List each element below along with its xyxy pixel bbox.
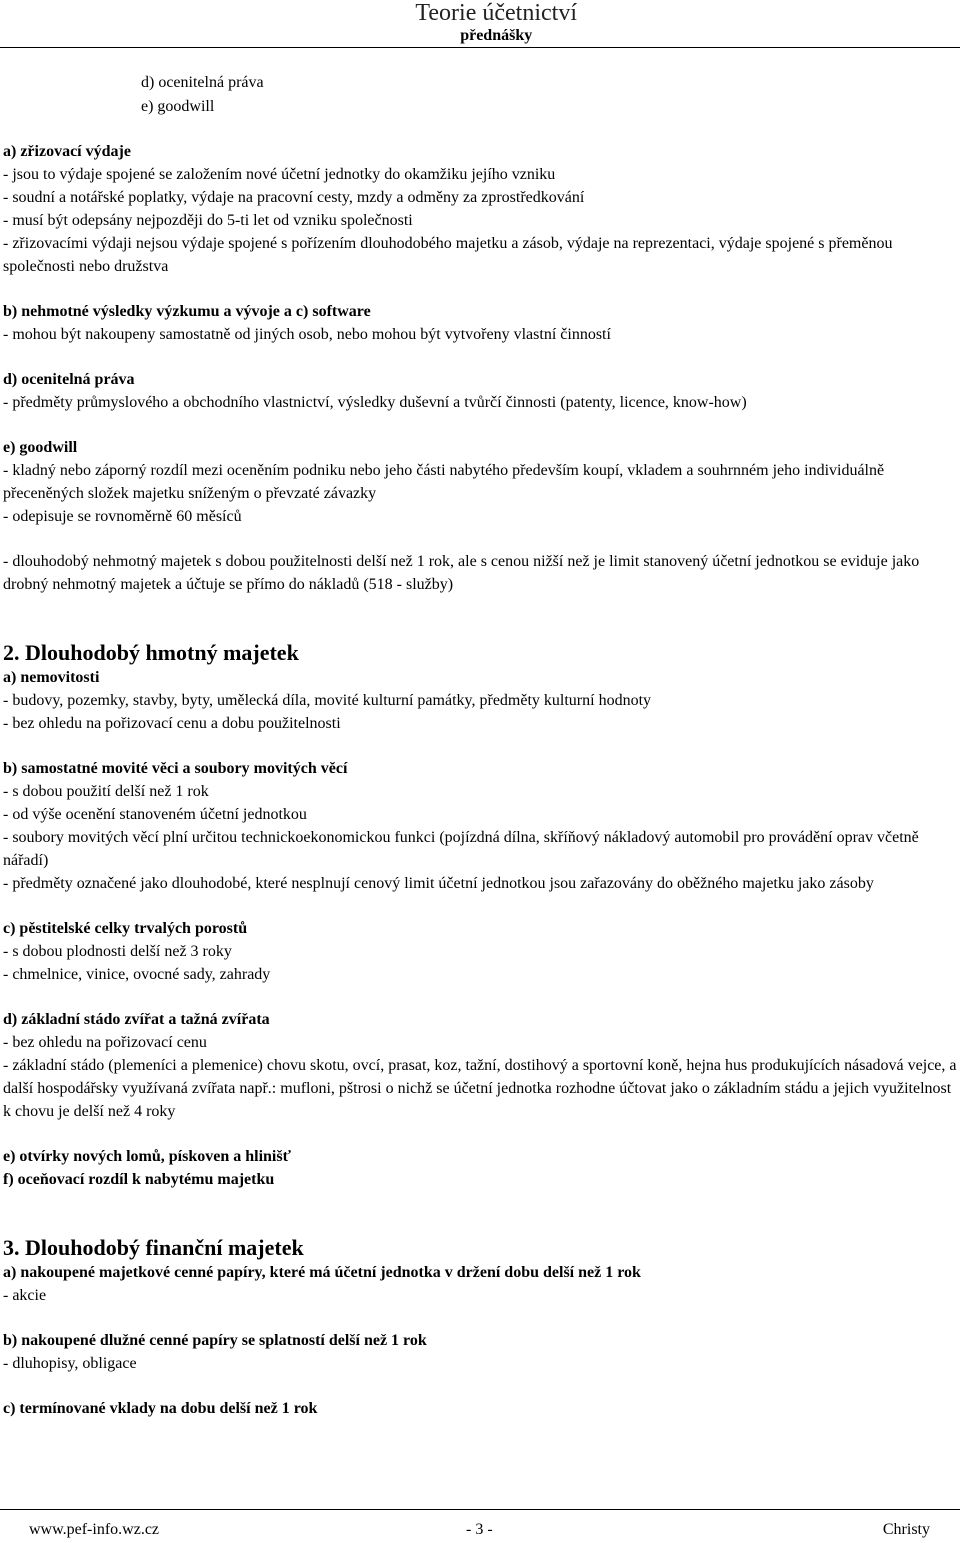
document-subtitle: přednášky	[460, 27, 533, 44]
section-line: - mohou být nakoupeny samostatně od jiných osob, nebo mohou být vytvořeny vlastní činností	[3, 326, 611, 343]
section-heading: b) samostatné movité věci a soubory movitých věcí	[3, 760, 348, 777]
section	[3, 666, 958, 735]
part2-sections	[3, 666, 958, 1191]
section-line: - soubory movitých věcí plní určitou technickoekonomickou funkci (pojízdná dílna, skříňový nákladový automobil pro provádění oprav včetně nářadí)	[3, 829, 919, 869]
section-heading: d) ocenitelná práva	[3, 371, 135, 388]
section-line: - odepisuje se rovnoměrně 60 měsíců	[3, 508, 242, 525]
section	[3, 917, 958, 986]
section	[3, 757, 958, 895]
section	[3, 1329, 958, 1375]
section-heading: f) oceňovací rozdíl k nabytému majetku	[3, 1171, 275, 1188]
section-heading: a) zřizovací výdaje	[3, 143, 131, 160]
section	[3, 300, 958, 346]
section-line: - soudní a notářské poplatky, výdaje na pracovní cesty, mzdy a odměny za zprostředkování	[3, 189, 585, 206]
section-line: - od výše ocenění stanoveném účetní jednotkou	[3, 806, 307, 823]
section-line: - s dobou použití delší než 1 rok	[3, 783, 209, 800]
section-line: - bez ohledu na pořizovací cenu	[3, 1034, 207, 1051]
document-title: Teorie účetnictví	[415, 0, 577, 26]
part3-sections	[3, 1261, 958, 1420]
intro-item: d) ocenitelná práva	[141, 74, 264, 91]
page-number: - 3 -	[466, 1521, 493, 1538]
section-line: - předměty průmyslového a obchodního vlastnictví, výsledky duševní a tvůrčí činnosti (patenty, licence, know-how)	[3, 394, 747, 411]
section	[3, 1168, 958, 1191]
section-line: - bez ohledu na pořizovací cenu a dobu použitelnosti	[3, 715, 341, 732]
part1-sections	[3, 140, 958, 596]
section-heading: c) termínované vklady na dobu delší než 1 rok	[3, 1400, 318, 1417]
section-line: - budovy, pozemky, stavby, byty, umělecká díla, movité kulturní památky, předměty kulturní hodnoty	[3, 692, 652, 709]
section-heading: b) nakoupené dlužné cenné papíry se splatností delší než 1 rok	[3, 1332, 427, 1349]
section	[3, 1008, 958, 1123]
footer-url[interactable]: www.pef-info.wz.cz	[29, 1521, 160, 1538]
section-line: - kladný nebo záporný rozdíl mezi oceněním podniku nebo jeho části nabytého především koupí, vkladem a souhrnném jeho individuálně přeceněných složek majetku sníženým o převzaté závazky	[3, 462, 885, 502]
intro-list	[141, 71, 264, 119]
section-heading: a) nakoupené majetkové cenné papíry, které má účetní jednotka v držení dobu delší než 1 rok	[3, 1264, 641, 1281]
section-heading: b) nehmotné výsledky výzkumu a vývoje a c) software	[3, 303, 371, 320]
section	[3, 1261, 958, 1307]
page-header	[415, 0, 577, 45]
part2-title: 2. Dlouhodobý hmotný majetek	[3, 640, 299, 665]
section	[3, 1145, 958, 1168]
header-divider	[0, 47, 960, 48]
section-line: - jsou to výdaje spojené se založením nové účetní jednotky do okamžiku jejího vzniku	[3, 166, 556, 183]
footer-divider	[0, 1509, 960, 1510]
section	[3, 140, 958, 278]
footer-author: Christy	[882, 1521, 930, 1538]
section-line: - dlouhodobý nehmotný majetek s dobou použitelnosti delší než 1 rok, ale s cenou nižší než je limit stanovený účetní jednotkou se eviduje jako drobný nehmotný majetek a účtuje se přímo do nákladů (518 - služby)	[3, 553, 920, 593]
section-line: - předměty označené jako dlouhodobé, které nesplnují cenový limit účetní jednotkou jsou zařazovány do oběžného majetku jako zásoby	[3, 875, 874, 892]
section-line: - základní stádo (plemeníci a plemenice) chovu skotu, ovcí, prasat, koz, tažní, dostihový a sportovní koně, hejna hus produkujících násadová vejce, a další hospodářsky využívaná zvířata např.: mufloni, pštrosi o nichž se účetní jednotka rozhodne účtovat jako o základním stádu a jejich využitelnost k chovu je delší než 4 roky	[3, 1057, 957, 1120]
section-line: - dluhopisy, obligace	[3, 1355, 137, 1372]
part3-title: 3. Dlouhodobý finanční majetek	[3, 1235, 304, 1260]
section	[3, 550, 958, 596]
section-heading: e) otvírky nových lomů, pískoven a hlinišť	[3, 1148, 291, 1165]
section-line: - s dobou plodnosti delší než 3 roky	[3, 943, 232, 960]
section-heading: a) nemovitosti	[3, 669, 100, 686]
section-line: - zřizovacími výdaji nejsou výdaje spojené s pořízením dlouhodobého majetku a zásob, výdaje na reprezentaci, výdaje spojené s přeměnou společnosti nebo družstva	[3, 235, 893, 275]
section	[3, 368, 958, 414]
section-line: - musí být odepsány nejpozději do 5-ti let od vzniku společnosti	[3, 212, 413, 229]
section-heading: d) základní stádo zvířat a tažná zvířata	[3, 1011, 270, 1028]
section	[3, 1397, 958, 1420]
section-heading: e) goodwill	[3, 439, 78, 456]
section-line: - akcie	[3, 1287, 47, 1304]
document-body	[3, 140, 958, 1442]
section-heading: c) pěstitelské celky trvalých porostů	[3, 920, 248, 937]
section-line: - chmelnice, vinice, ovocné sady, zahrady	[3, 966, 271, 983]
intro-item: e) goodwill	[141, 98, 215, 115]
section	[3, 436, 958, 528]
